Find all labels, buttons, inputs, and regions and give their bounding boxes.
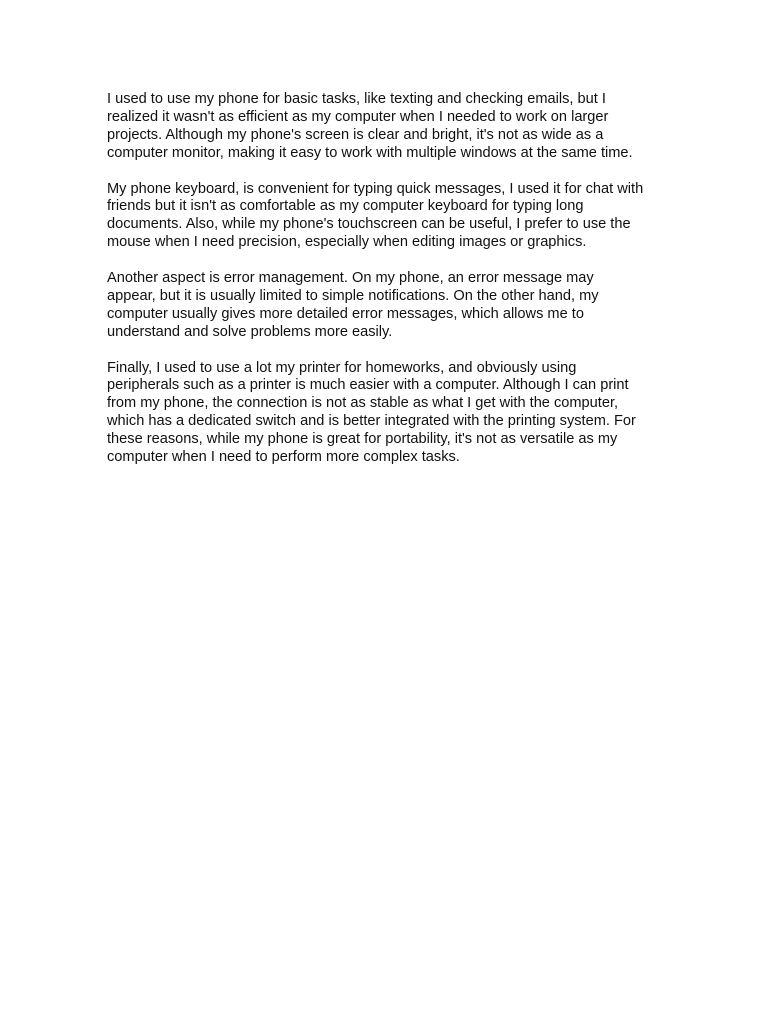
document-body — [107, 91, 667, 467]
paragraph-1: I used to use my phone for basic tasks, like texting and checking emails, but I realized it wasn't as efficient as my computer when I needed to work on larger projects. Although my phone's screen is clear and bright, it's not as wide as a computer monitor, making it easy to work with multiple windows at the same time. — [107, 91, 633, 161]
paragraph-3: Another aspect is error management. On my phone, an error message may appear, but it is usually limited to simple notifications. On the other hand, my computer usually gives more detailed error messages, which allows me to understand and solve problems more easily. — [107, 270, 599, 340]
paragraph-4: Finally, I used to use a lot my printer for homeworks, and obviously using peripherals such as a printer is much easier with a computer. Although I can print from my phone, the connection is not as stable as what I get with the computer, which has a dedicated switch and is better integrated with the printing system. For these reasons, while my phone is great for portability, it's not as versatile as my computer when I need to perform more complex tasks. — [107, 359, 636, 466]
paragraph-2: My phone keyboard, is convenient for typing quick messages, I used it for chat with friends but it isn't as comfortable as my computer keyboard for typing long documents. Also, while my phone's touchscreen can be useful, I prefer to use the mouse when I need precision, especially when editing images or graphics. — [107, 180, 644, 251]
